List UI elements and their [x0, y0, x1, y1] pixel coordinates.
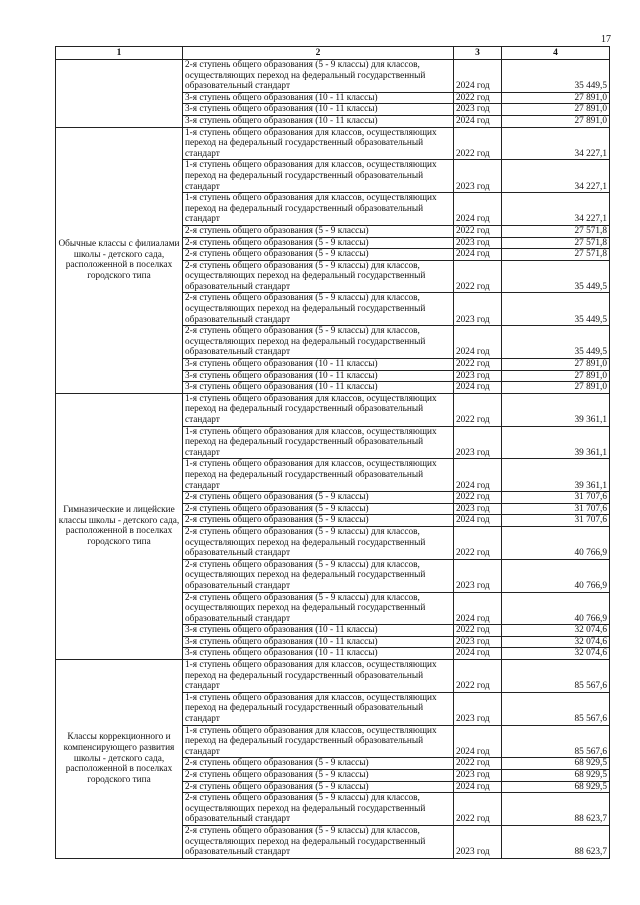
value-cell: 39 361,1 [502, 459, 610, 492]
level-cell: 3-я ступень общего образования (10 - 11 классы) [183, 115, 454, 127]
year-cell: 2022 год [454, 625, 502, 637]
value-cell: 68 929,5 [502, 781, 610, 793]
category-cell: Обычные классы с филиалами школы - детского сада, расположенной в поселках городского типа [56, 127, 183, 393]
value-cell: 27 891,0 [502, 92, 610, 104]
level-cell: 2-я ступень общего образования (5 - 9 классы) [183, 503, 454, 515]
table-body [56, 60, 610, 859]
table-row [56, 60, 610, 93]
rates-table [55, 46, 610, 859]
column-header: 3 [454, 47, 502, 60]
value-cell: 85 567,6 [502, 660, 610, 693]
year-cell: 2024 год [454, 725, 502, 758]
level-cell: 2-я ступень общего образования (5 - 9 классы) для классов, осуществляющих переход на федеральный государственный образовательный стандарт [183, 793, 454, 826]
level-cell: 2-я ступень общего образования (5 - 9 классы) [183, 770, 454, 782]
year-cell: 2024 год [454, 249, 502, 261]
level-cell: 3-я ступень общего образования (10 - 11 классы) [183, 382, 454, 394]
year-cell: 2024 год [454, 193, 502, 226]
value-cell: 40 766,9 [502, 526, 610, 559]
value-cell: 27 891,0 [502, 104, 610, 116]
column-header: 2 [183, 47, 454, 60]
level-cell: 3-я ступень общего образования (10 - 11 классы) [183, 625, 454, 637]
value-cell: 68 929,5 [502, 758, 610, 770]
value-cell: 35 449,5 [502, 260, 610, 293]
value-cell: 27 891,0 [502, 370, 610, 382]
year-cell: 2023 год [454, 770, 502, 782]
value-cell: 34 227,1 [502, 127, 610, 160]
level-cell: 2-я ступень общего образования (5 - 9 классы) [183, 225, 454, 237]
year-cell: 2022 год [454, 359, 502, 371]
value-cell: 34 227,1 [502, 160, 610, 193]
value-cell: 27 571,8 [502, 249, 610, 261]
year-cell: 2024 год [454, 781, 502, 793]
value-cell: 27 891,0 [502, 382, 610, 394]
value-cell: 31 707,6 [502, 515, 610, 527]
table-row [56, 127, 610, 160]
table-row [56, 660, 610, 693]
level-cell: 3-я ступень общего образования (10 - 11 классы) [183, 92, 454, 104]
category-cell [56, 60, 183, 128]
year-cell: 2023 год [454, 636, 502, 648]
level-cell: 1-я ступень общего образования для классов, осуществляющих переход на федеральный государственный образовательный стандарт [183, 160, 454, 193]
value-cell: 32 074,6 [502, 648, 610, 660]
level-cell: 3-я ступень общего образования (10 - 11 классы) [183, 636, 454, 648]
value-cell: 27 891,0 [502, 359, 610, 371]
value-cell: 27 891,0 [502, 115, 610, 127]
year-cell: 2024 год [454, 60, 502, 93]
year-cell: 2023 год [454, 293, 502, 326]
year-cell: 2024 год [454, 459, 502, 492]
value-cell: 35 449,5 [502, 326, 610, 359]
value-cell: 39 361,1 [502, 393, 610, 426]
value-cell: 31 707,6 [502, 492, 610, 504]
year-cell: 2023 год [454, 825, 502, 858]
year-cell: 2022 год [454, 225, 502, 237]
level-cell: 2-я ступень общего образования (5 - 9 классы) для классов, осуществляющих переход на федеральный государственный образовательный стандарт [183, 260, 454, 293]
table-row [56, 393, 610, 426]
level-cell: 1-я ступень общего образования для классов, осуществляющих переход на федеральный государственный образовательный стандарт [183, 660, 454, 693]
year-cell: 2023 год [454, 426, 502, 459]
level-cell: 1-я ступень общего образования для классов, осуществляющих переход на федеральный государственный образовательный стандарт [183, 725, 454, 758]
year-cell: 2024 год [454, 648, 502, 660]
value-cell: 32 074,6 [502, 636, 610, 648]
level-cell: 3-я ступень общего образования (10 - 11 классы) [183, 104, 454, 116]
year-cell: 2024 год [454, 592, 502, 625]
column-header: 4 [502, 47, 610, 60]
level-cell: 2-я ступень общего образования (5 - 9 классы) [183, 249, 454, 261]
category-cell: Классы коррекционного и компенсирующего развития школы - детского сада, расположенной в поселках городского типа [56, 660, 183, 859]
value-cell: 40 766,9 [502, 592, 610, 625]
value-cell: 35 449,5 [502, 293, 610, 326]
year-cell: 2024 год [454, 515, 502, 527]
level-cell: 2-я ступень общего образования (5 - 9 классы) для классов, осуществляющих переход на федеральный государственный образовательный стандарт [183, 559, 454, 592]
column-header-row [56, 47, 610, 60]
level-cell: 2-я ступень общего образования (5 - 9 классы) [183, 781, 454, 793]
year-cell: 2022 год [454, 127, 502, 160]
level-cell: 1-я ступень общего образования для классов, осуществляющих переход на федеральный государственный образовательный стандарт [183, 193, 454, 226]
year-cell: 2024 год [454, 382, 502, 394]
column-header: 1 [56, 47, 183, 60]
year-cell: 2023 год [454, 559, 502, 592]
value-cell: 35 449,5 [502, 60, 610, 93]
year-cell: 2023 год [454, 692, 502, 725]
page-number: 17 [601, 34, 611, 45]
level-cell: 2-я ступень общего образования (5 - 9 классы) [183, 492, 454, 504]
value-cell: 31 707,6 [502, 503, 610, 515]
year-cell: 2023 год [454, 160, 502, 193]
year-cell: 2022 год [454, 660, 502, 693]
level-cell: 3-я ступень общего образования (10 - 11 классы) [183, 648, 454, 660]
level-cell: 2-я ступень общего образования (5 - 9 классы) для классов, осуществляющих переход на федеральный государственный образовательный стандарт [183, 592, 454, 625]
value-cell: 40 766,9 [502, 559, 610, 592]
level-cell: 2-я ступень общего образования (5 - 9 классы) [183, 237, 454, 249]
level-cell: 2-я ступень общего образования (5 - 9 классы) для классов, осуществляющих переход на федеральный государственный образовательный стандарт [183, 825, 454, 858]
level-cell: 3-я ступень общего образования (10 - 11 классы) [183, 370, 454, 382]
value-cell: 68 929,5 [502, 770, 610, 782]
year-cell: 2023 год [454, 370, 502, 382]
year-cell: 2023 год [454, 237, 502, 249]
year-cell: 2023 год [454, 503, 502, 515]
value-cell: 88 623,7 [502, 825, 610, 858]
value-cell: 27 571,8 [502, 225, 610, 237]
value-cell: 85 567,6 [502, 725, 610, 758]
level-cell: 1-я ступень общего образования для классов, осуществляющих переход на федеральный государственный образовательный стандарт [183, 127, 454, 160]
level-cell: 2-я ступень общего образования (5 - 9 классы) для классов, осуществляющих переход на федеральный государственный образовательный стандарт [183, 60, 454, 93]
level-cell: 2-я ступень общего образования (5 - 9 классы) для классов, осуществляющих переход на федеральный государственный образовательный стандарт [183, 326, 454, 359]
year-cell: 2022 год [454, 260, 502, 293]
year-cell: 2022 год [454, 393, 502, 426]
value-cell: 88 623,7 [502, 793, 610, 826]
year-cell: 2022 год [454, 492, 502, 504]
year-cell: 2022 год [454, 793, 502, 826]
value-cell: 32 074,6 [502, 625, 610, 637]
level-cell: 1-я ступень общего образования для классов, осуществляющих переход на федеральный государственный образовательный стандарт [183, 393, 454, 426]
value-cell: 27 571,8 [502, 237, 610, 249]
value-cell: 34 227,1 [502, 193, 610, 226]
year-cell: 2024 год [454, 115, 502, 127]
year-cell: 2023 год [454, 104, 502, 116]
level-cell: 1-я ступень общего образования для классов, осуществляющих переход на федеральный государственный образовательный стандарт [183, 459, 454, 492]
level-cell: 2-я ступень общего образования (5 - 9 классы) [183, 515, 454, 527]
level-cell: 1-я ступень общего образования для классов, осуществляющих переход на федеральный государственный образовательный стандарт [183, 426, 454, 459]
level-cell: 2-я ступень общего образования (5 - 9 классы) [183, 758, 454, 770]
category-cell: Гимназические и лицейские классы школы - детского сада, расположенной в поселках городского типа [56, 393, 183, 659]
value-cell: 39 361,1 [502, 426, 610, 459]
level-cell: 2-я ступень общего образования (5 - 9 классы) для классов, осуществляющих переход на федеральный государственный образовательный стандарт [183, 526, 454, 559]
level-cell: 1-я ступень общего образования для классов, осуществляющих переход на федеральный государственный образовательный стандарт [183, 692, 454, 725]
value-cell: 85 567,6 [502, 692, 610, 725]
year-cell: 2024 год [454, 326, 502, 359]
level-cell: 3-я ступень общего образования (10 - 11 классы) [183, 359, 454, 371]
level-cell: 2-я ступень общего образования (5 - 9 классы) для классов, осуществляющих переход на федеральный государственный образовательный стандарт [183, 293, 454, 326]
year-cell: 2022 год [454, 758, 502, 770]
year-cell: 2022 год [454, 526, 502, 559]
year-cell: 2022 год [454, 92, 502, 104]
